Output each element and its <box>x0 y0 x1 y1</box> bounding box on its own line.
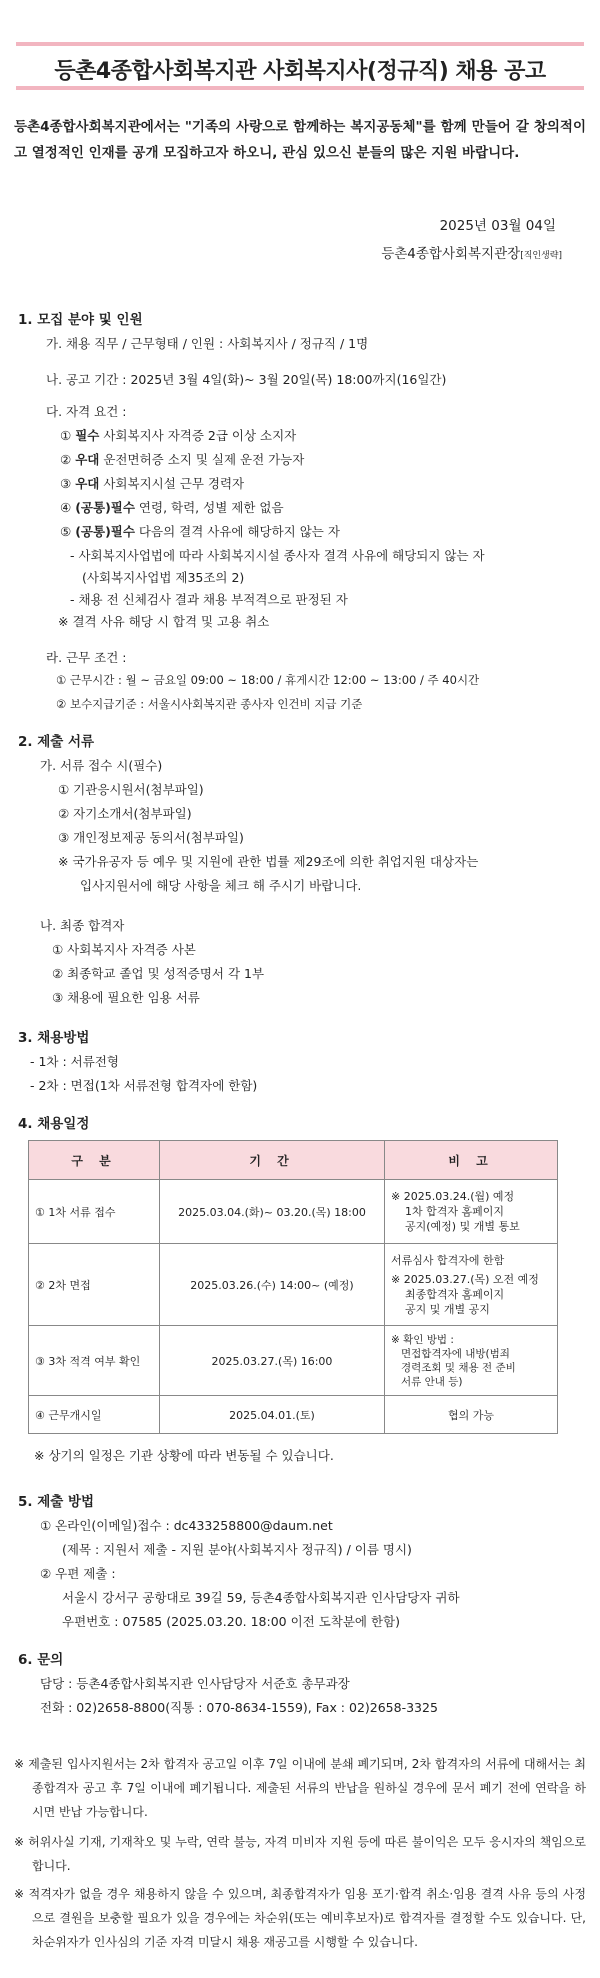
note-cell <box>385 1326 558 1396</box>
qual-1-tag: 필수 <box>75 428 100 443</box>
disqualification-1: - 사회복지사업법에 따라 사회복지시설 종사자 결격 사유에 해당되지 않는 자 <box>70 548 485 563</box>
veteran-note-line-1: ※ 국가유공자 등 예우 및 지원에 관한 법률 제29조에 의한 취업지원 대상자는 <box>58 854 479 869</box>
qualification-3 <box>60 476 244 491</box>
note-line: 1차 합격자 홈페이지 <box>405 1205 504 1218</box>
stage-cell: ③ 3차 적격 여부 확인 <box>29 1326 160 1396</box>
email-subject-format: (제목 : 지원서 제출 - 지원 분야(사회복지사 정규직) / 이름 명시) <box>62 1542 412 1557</box>
qualification-5 <box>60 524 340 539</box>
header-period: 기 간 <box>160 1141 385 1180</box>
table-row <box>29 1180 558 1244</box>
qual-2-num: ② <box>60 452 72 467</box>
final-document-1: ① 사회복지사 자격증 사본 <box>52 942 196 957</box>
note-line: 서류 안내 등) <box>401 1375 463 1388</box>
work-hours: ① 근무시간 : 월 ~ 금요일 09:00 ~ 18:00 / 휴게시간 12:00 ~ 13:00 / 주 40시간 <box>56 673 480 687</box>
note-line: ※ 2025.03.27.(목) 오전 예정 <box>391 1272 539 1286</box>
s1-item-na: 나. 공고 기간 : 2025년 3월 4일(화)~ 3월 20일(목) 18:00까지(16일간) <box>46 372 447 387</box>
header-stage: 구 분 <box>29 1141 160 1180</box>
s1-item-ra: 라. 근무 조건 : <box>46 650 127 665</box>
intro-paragraph: 등촌4종합사회복지관에서는 "기족의 사랑으로 함께하는 복지공동체"를 함께 만들어 갈 창의적이고 열정적인 인재를 공개 모집하고자 하오니, 관심 있으신 분들의 많은 지원 바랍니다. <box>14 119 586 161</box>
seal-note: [직인생략] <box>520 251 562 261</box>
qual-4-text: 연령, 학력, 성별 제한 없음 <box>138 500 284 515</box>
final-document-2: ② 최종학교 졸업 및 성적증명서 각 1부 <box>52 966 265 981</box>
section-3-heading: 3. 채용방법 <box>18 1030 90 1046</box>
pay-standard: ② 보수지급기준 : 서울시사회복지관 종사자 인건비 지급 기준 <box>56 697 363 711</box>
qual-4-num: ④ <box>60 500 72 515</box>
section-1-heading: 1. 모집 분야 및 인원 <box>18 312 143 328</box>
qualification-4 <box>60 500 284 515</box>
note-cell <box>385 1244 558 1326</box>
qual-3-text: 사회복지시설 근무 경력자 <box>103 476 245 491</box>
note-line: ※ 확인 방법 : <box>391 1333 454 1346</box>
organization-signature <box>381 242 562 262</box>
section-5-heading: 5. 제출 방법 <box>18 1494 95 1510</box>
footer-note-1: ※ 제출된 입사지원서는 2차 합격자 공고일 이후 7일 이내에 분쇄 폐기되며, 2차 합격자의 서류에 대해서는 최종합격자 공고 후 7일 이내에 폐기됩니다. 제출된 서류의 반납을 원하실 경우에 문서 폐기 전에 연락을 하시면 반납 가능합니다. <box>14 1757 586 1819</box>
qual-5-text: 다음의 결격 사유에 해당하지 않는 자 <box>138 524 340 539</box>
schedule-table <box>28 1140 558 1434</box>
s2-item-ga: 가. 서류 접수 시(필수) <box>40 758 163 773</box>
note-line: 면접합격자에 내방(범죄 <box>401 1347 510 1360</box>
schedule-change-note: ※ 상기의 일정은 기관 상황에 따라 변동될 수 있습니다. <box>34 1448 334 1463</box>
posting-date: 2025년 03월 04일 <box>439 218 556 234</box>
document-2: ② 자기소개서(첨부파일) <box>58 806 192 821</box>
qual-1-text: 사회복지사 자격증 2급 이상 소지자 <box>103 428 297 443</box>
contact-phone: 전화 : 02)2658-8800(직통 : 070-8634-1559), Fax : 02)2658-3325 <box>40 1700 438 1715</box>
table-row <box>29 1244 558 1326</box>
note-line: 서류심사 합격자에 한함 <box>391 1253 505 1267</box>
period-cell: 2025.03.27.(목) 16:00 <box>160 1326 385 1396</box>
title-top-border <box>16 42 584 46</box>
disqualification-note: ※ 결격 사유 해당 시 합격 및 고용 취소 <box>58 614 270 629</box>
note-cell <box>385 1180 558 1244</box>
mail-postal-code: 우편번호 : 07585 (2025.03.20. 18:00 이전 도착분에 한함) <box>62 1614 401 1629</box>
qual-2-text: 운전면허증 소지 및 실제 운전 가능자 <box>103 452 305 467</box>
s2-item-na: 나. 최종 합격자 <box>40 918 125 933</box>
mail-address: 서울시 강서구 공항대로 39길 59, 등촌4종합사회복지관 인사담당자 귀하 <box>62 1590 460 1605</box>
note-cell: 협의 가능 <box>385 1396 558 1434</box>
note-line: 공지 및 개별 공지 <box>405 1302 490 1316</box>
method-2: - 2차 : 면접(1차 서류전형 합격자에 한함) <box>30 1078 258 1093</box>
organization-name: 등촌4종합사회복지관장 <box>381 246 521 262</box>
footer-note-3: ※ 적격자가 없을 경우 채용하지 않을 수 있으며, 최종합격자가 임용 포기·합격 취소·임용 결격 사유 등의 사정으로 결원을 보충할 필요가 있을 경우에는 차순위(또는 예비후보자)로 합격자를 결정할 수도 있습니다. 단, 차순위자가 인사심의 기준 자격 미달시 채용 재공고를 시행할 수 있습니다. <box>14 1887 586 1949</box>
contact-person: 담당 : 등촌4종합사회복지관 인사담당자 서준호 총무과장 <box>40 1676 350 1691</box>
qual-1-num: ① <box>60 428 72 443</box>
qual-5-num: ⑤ <box>60 524 72 539</box>
header-note: 비 고 <box>385 1141 558 1180</box>
method-1: - 1차 : 서류전형 <box>30 1054 119 1069</box>
email-submission: ① 온라인(이메일)접수 : dc433258800@daum.net <box>40 1518 333 1533</box>
title-bottom-border <box>16 86 584 90</box>
period-cell: 2025.04.01.(토) <box>160 1396 385 1434</box>
stage-cell: ② 2차 면접 <box>29 1244 160 1326</box>
period-cell: 2025.03.26.(수) 14:00~ (예정) <box>160 1244 385 1326</box>
section-4-heading: 4. 채용일정 <box>18 1116 90 1132</box>
page-title: 등촌4종합사회복지관 사회복지사(정규직) 채용 공고 <box>54 59 546 84</box>
note-line: 최종합격자 홈페이지 <box>405 1287 505 1301</box>
qual-2-tag: 우대 <box>75 452 100 467</box>
final-document-3: ③ 채용에 필요한 임용 서류 <box>52 990 200 1005</box>
footer-note-2: ※ 허위사실 기재, 기재착오 및 누락, 연락 불능, 자격 미비자 지원 등에 따른 불이익은 모두 응시자의 책임으로 합니다. <box>14 1835 586 1873</box>
stage-cell: ④ 근무개시일 <box>29 1396 160 1434</box>
disqualification-2: - 채용 전 신체검사 결과 채용 부적격으로 판정된 자 <box>70 592 348 607</box>
document-3: ③ 개인정보제공 동의서(첨부파일) <box>58 830 244 845</box>
qualification-2 <box>60 452 304 467</box>
title-bar <box>16 42 584 90</box>
stage-cell: ① 1차 서류 접수 <box>29 1180 160 1244</box>
disqualification-1-ref: (사회복지사업법 제35조의 2) <box>82 570 245 585</box>
section-2-heading: 2. 제출 서류 <box>18 734 95 750</box>
note-line: 경력조회 및 채용 전 준비 <box>401 1361 516 1374</box>
section-6-heading: 6. 문의 <box>18 1652 64 1668</box>
document-1: ① 기관응시원서(첨부파일) <box>58 782 204 797</box>
table-row <box>29 1326 558 1396</box>
mail-submission: ② 우편 제출 : <box>40 1566 116 1581</box>
qual-3-num: ③ <box>60 476 72 491</box>
veteran-note-line-2: 입사지원서에 해당 사항을 체크 해 주시기 바랍니다. <box>80 878 362 893</box>
note-line: ※ 2025.03.24.(월) 예정 <box>391 1190 515 1203</box>
qual-5-tag: (공통)필수 <box>75 524 135 539</box>
s1-item-ga: 가. 채용 직무 / 근무형태 / 인원 : 사회복지사 / 정규직 / 1명 <box>46 336 369 351</box>
table-header-row <box>29 1141 558 1180</box>
qual-3-tag: 우대 <box>75 476 100 491</box>
s1-item-da: 다. 자격 요건 : <box>46 404 127 419</box>
note-line: 공지(예정) 및 개별 통보 <box>405 1220 520 1233</box>
period-cell: 2025.03.04.(화)~ 03.20.(목) 18:00 <box>160 1180 385 1244</box>
qualification-1 <box>60 428 296 443</box>
qual-4-tag: (공통)필수 <box>75 500 135 515</box>
table-row <box>29 1396 558 1434</box>
